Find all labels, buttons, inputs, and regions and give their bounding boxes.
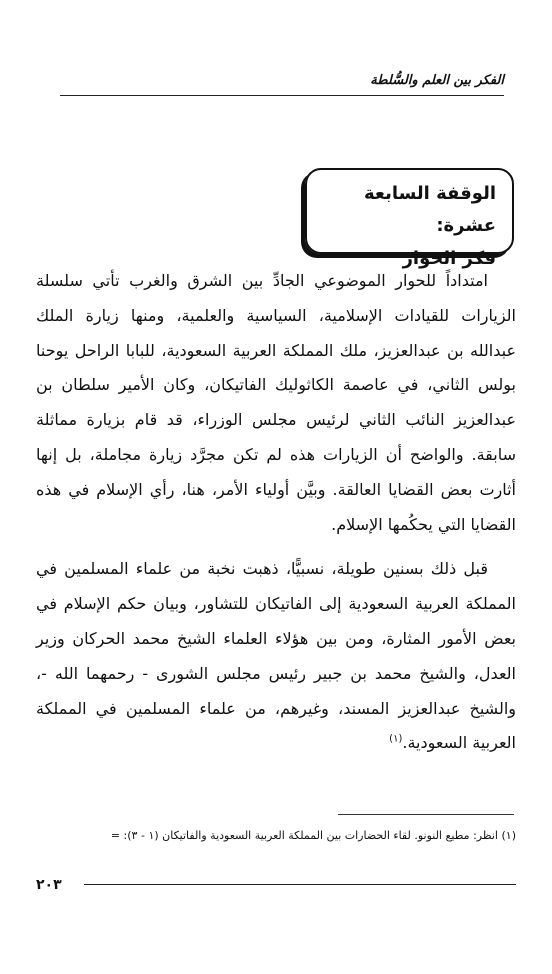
- running-title: الفكر بين العلم والسُّلطة: [370, 73, 504, 88]
- paragraph-2: [36, 552, 516, 761]
- footer-divider: [84, 884, 516, 885]
- footnote-marker: (١): [389, 734, 403, 746]
- body-text: [36, 264, 516, 761]
- page-number: ٢٠٣: [36, 877, 62, 893]
- section-title: الوقفة السابعة عشرة:: [364, 183, 496, 236]
- footnote-divider: [338, 814, 514, 815]
- section-heading-box: [305, 168, 514, 269]
- footnote: (١) انظر: مطيع النونو. لقاء الحضارات بين المملكة العربية السعودية والفاتيكان (١ - ٣): =: [110, 829, 516, 842]
- paragraph-1: امتداداً للحوار الموضوعي الجادِّ بين الشرق والغرب تأتي سلسلة الزيارات للقيادات الإسلامية، السياسية والعلمية، ومنها زيارة الملك عبدالله بن عبدالعزيز، ملك المملكة العربية السعودية، للبابا الراحل يوحنا بولس الثاني، في عاصمة الكاثوليك الفاتيكان، وكان الأمير سلطان بن عبدالعزيز النائب الثاني لرئيس مجلس الوزراء، قد قام بزيارة مماثلة سابقة. والواضح أن الزيارات هذه لم تكن مجرَّد زيارة مجاملة، بل إنها أثارت بعض القضايا العالقة. وبيَّن أولياء الأمر، هنا، رأي الإسلام في هذه القضايا التي يحكُمها الإسلام.: [36, 271, 516, 534]
- section-subtitle: فكر الحوار: [402, 248, 496, 269]
- paragraph-2-text: قبل ذلك بسنين طويلة، نسبيًّا، ذهبت نخبة من علماء المسلمين في المملكة العربية السعودية إلى الفاتيكان للتشاور، وبيان حكم الإسلام في بعض الأمور المثارة، ومن بين هؤلاء العلماء الشيخ محمد الحركان وزير العدل، والشيخ محمد بن جبير رئيس مجلس الشورى - رحمهما الله -، والشيخ عبدالعزيز المسند، وغيرهم، من علماء المسلمين في المملكة العربية السعودية.: [36, 559, 516, 753]
- header-divider: [60, 95, 504, 96]
